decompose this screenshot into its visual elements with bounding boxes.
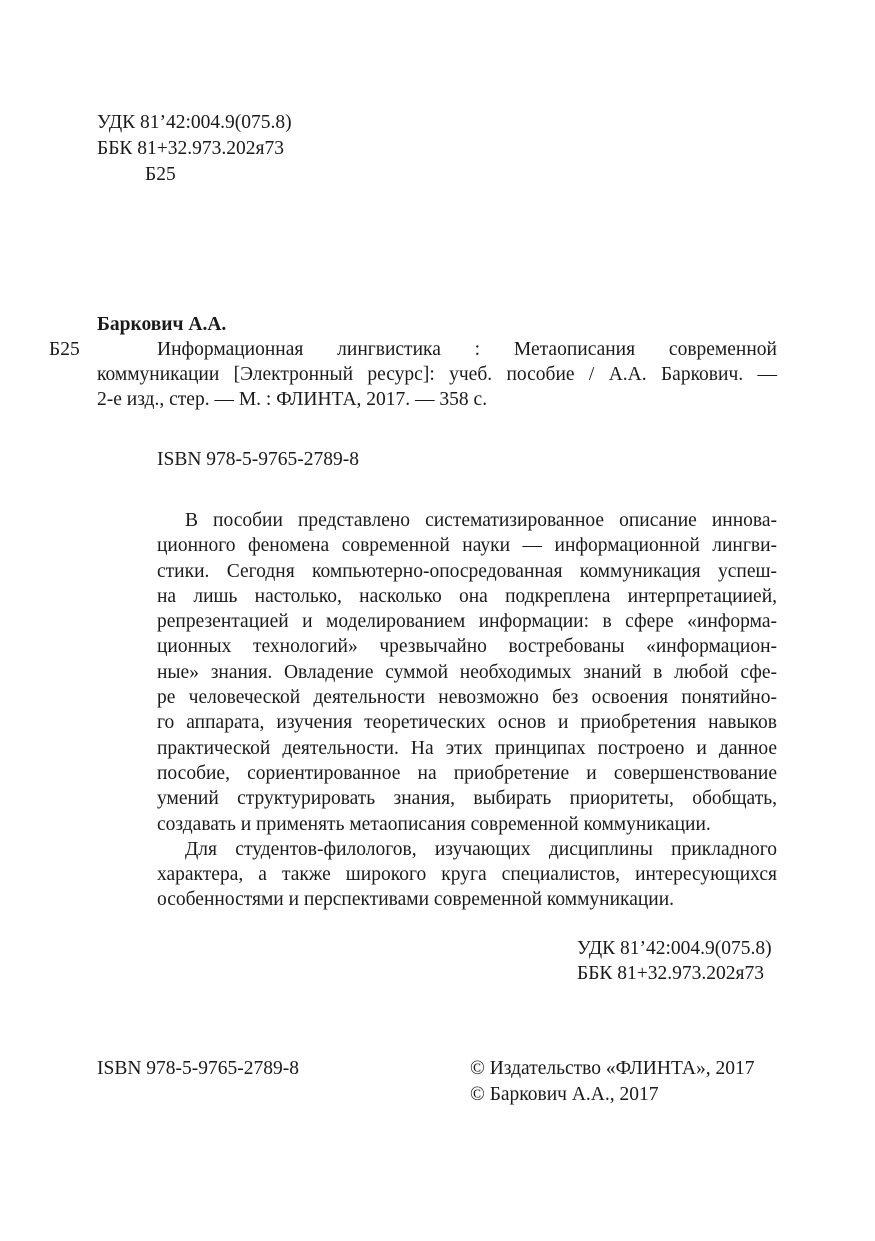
abstract — [157, 508, 777, 913]
abstract-line: практической деятельности. На этих принципах построено и данное — [157, 737, 777, 759]
author-cipher: Б25 — [145, 164, 176, 185]
citation-line-1: Информационная лингвистика : Метаописания современной — [157, 339, 777, 360]
bbk-code: ББК 81+32.973.202я73 — [97, 138, 284, 159]
abstract-line: ционного феномена современной науки — информационной лингви- — [157, 535, 777, 557]
abstract-line: го аппарата, изучения теоретических основ и приобретения навыков — [157, 712, 777, 734]
abstract-line: стики. Сегодня компьютерно-опосредованная коммуникация успеш- — [157, 560, 777, 582]
udk-code-bottom: УДК 81’42:004.9(075.8) — [577, 938, 772, 959]
isbn-footer: ISBN 978-5-9765-2789-8 — [97, 1058, 300, 1079]
abstract-line: репрезентацией и моделированием информации: в сфере «информа- — [157, 611, 777, 633]
margin-cipher: Б25 — [49, 339, 80, 360]
abstract-line: ре человеческой деятельности невозможно без освоения понятийно- — [157, 687, 777, 709]
audience-line: характера, а также широкого круга специалистов, интересующихся — [157, 864, 777, 886]
citation-line-2: коммуникации [Электронный ресурс]: учеб. пособие / А.А. Баркович. — — [97, 364, 777, 385]
udk-code: УДК 81’42:004.9(075.8) — [97, 112, 292, 133]
citation-line-3: 2-е изд., стер. — М. : ФЛИНТА, 2017. — 358 с. — [97, 389, 488, 410]
abstract-line: ционных технологий» чрезвычайно востребованы «информацион- — [157, 636, 777, 658]
abstract-line: В пособии представлено систематизированное описание иннова- — [185, 510, 777, 531]
copyright-author: © Баркович А.А., 2017 — [470, 1084, 659, 1105]
audience-line: Для студентов-филологов, изучающих дисциплины прикладного — [185, 838, 777, 860]
abstract-line: пособие, сориентированное на приобретение и совершенствование — [157, 762, 777, 784]
abstract-line: создавать и применять метаописания современной коммуникации. — [157, 813, 711, 835]
abstract-line: на лишь настолько, насколько она подкреплена интерпретациией, — [157, 585, 777, 607]
isbn-top: ISBN 978-5-9765-2789-8 — [157, 449, 360, 470]
abstract-line: ные» знания. Овладение суммой необходимых знаний в любой сфе- — [157, 661, 777, 683]
audience-line: особенностями и перспективами современной коммуникации. — [157, 889, 675, 911]
copyright-publisher: © Издательство «ФЛИНТА», 2017 — [470, 1058, 755, 1079]
author-name: Баркович А.А. — [97, 314, 227, 335]
abstract-line: умений структурировать знания, выбирать приоритеты, обобщать, — [157, 788, 777, 810]
bbk-code-bottom: ББК 81+32.973.202я73 — [577, 963, 764, 984]
